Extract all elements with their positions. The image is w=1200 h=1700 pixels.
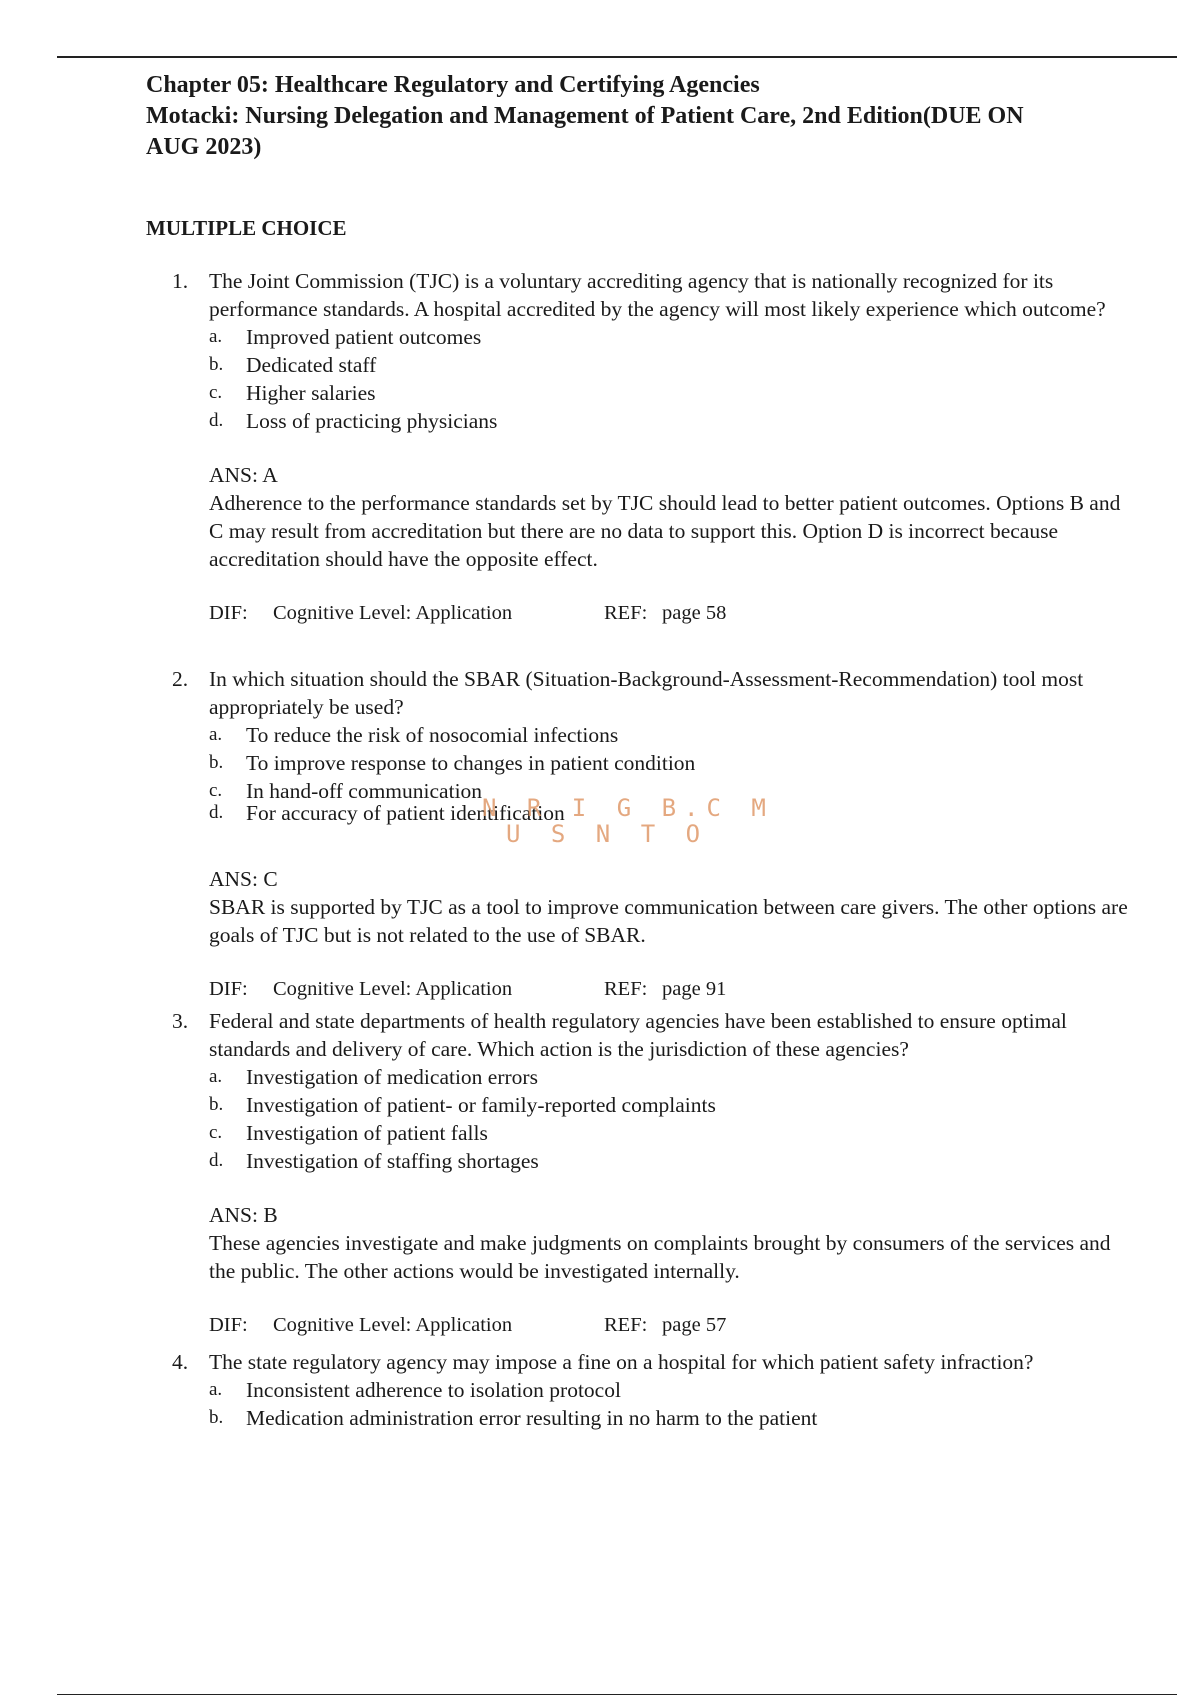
option-b: b. Medication administration error resulting in no harm to the patient	[209, 1406, 818, 1430]
answer-letter: A	[262, 463, 278, 487]
book-title: Motacki: Nursing Delegation and Management of Patient Care, 2nd Edition(DUE ON	[146, 103, 1024, 129]
question-stem: In which situation should the SBAR (Situation-Background-Assessment-Recommendation) tool most appropriately be used?	[209, 667, 1084, 719]
question-number: 4.	[172, 1350, 189, 1374]
question-number: 1.	[172, 269, 189, 293]
options-list	[209, 323, 1132, 435]
chapter-title: Chapter 05: Healthcare Regulatory and Certifying Agencies	[146, 72, 760, 98]
option-d: d. For accuracy of patient identification	[209, 801, 565, 825]
difficulty: Cognitive Level: Application	[273, 978, 513, 1000]
question-3	[172, 1007, 1132, 1339]
option-b: b. Dedicated staff	[209, 353, 377, 377]
option-a: a. Inconsistent adherence to isolation protocol	[209, 1378, 621, 1402]
question-stem: The state regulatory agency may impose a fine on a hospital for which patient safety infraction?	[209, 1350, 1034, 1374]
option-a: a. Improved patient outcomes	[209, 325, 482, 349]
option-b: b. Investigation of patient- or family-reported complaints	[209, 1093, 716, 1117]
bottom-rule	[57, 1694, 1177, 1695]
reference: page 58	[662, 602, 727, 624]
options-list	[209, 1376, 1132, 1432]
difficulty: Cognitive Level: Application	[273, 1314, 513, 1336]
option-b: b. To improve response to changes in patient condition	[209, 751, 696, 775]
chapter-header	[146, 70, 1126, 163]
book-title-cont: AUG 2023)	[146, 134, 262, 160]
option-a: a. To reduce the risk of nosocomial infections	[209, 723, 619, 747]
question-1	[172, 267, 1132, 627]
options-list	[209, 1063, 1132, 1175]
question-4	[172, 1348, 1132, 1432]
section-title: MULTIPLE CHOICE	[146, 216, 347, 240]
option-c: c. Higher salaries	[209, 381, 376, 405]
rationale: Adherence to the performance standards set by TJC should lead to better patient outcomes. Options B and C may result from accreditation but there are no data to support this. Option D is incorrect because accreditation should have the opposite effect.	[209, 491, 1121, 571]
option-a: a. Investigation of medication errors	[209, 1065, 538, 1089]
answer: ANS: C	[209, 867, 278, 891]
option-d: d. Loss of practicing physicians	[209, 409, 498, 433]
answer: ANS: A	[209, 463, 278, 487]
watermark-line-1: N R I G B.C M	[482, 794, 774, 822]
question-stem: The Joint Commission (TJC) is a voluntary accrediting agency that is nationally recognized for its performance standards. A hospital accredited by the agency will most likely experience which outcome?	[209, 269, 1106, 321]
reference: page 57	[662, 1314, 727, 1336]
top-rule	[57, 56, 1177, 58]
difficulty: Cognitive Level: Application	[273, 602, 513, 624]
question-meta: DIF: Cognitive Level: Application REF: page 57	[209, 1311, 1132, 1339]
option-c: c. In hand-off communication	[209, 779, 483, 803]
answer: ANS: B	[209, 1203, 278, 1227]
answer-letter: B	[263, 1203, 278, 1227]
option-c: c. Investigation of patient falls	[209, 1121, 488, 1145]
rationale: SBAR is supported by TJC as a tool to improve communication between care givers. The other options are goals of TJC but is not related to the use of SBAR.	[209, 895, 1128, 947]
answer-letter: C	[263, 867, 278, 891]
question-meta: DIF: Cognitive Level: Application REF: page 91	[209, 975, 1132, 1003]
question-stem: Federal and state departments of health regulatory agencies have been established to ensure optimal standards and delivery of care. Which action is the jurisdiction of these agencies?	[209, 1009, 1067, 1061]
rationale: These agencies investigate and make judgments on complaints brought by consumers of the services and the public. The other actions would be investigated internally.	[209, 1231, 1111, 1283]
reference: page 91	[662, 978, 727, 1000]
watermark	[482, 795, 774, 847]
question-number: 2.	[172, 667, 189, 691]
option-d: d. Investigation of staffing shortages	[209, 1149, 539, 1173]
watermark-line-2: U S N T O	[506, 820, 709, 848]
question-meta: DIF: Cognitive Level: Application REF: page 58	[209, 599, 1132, 627]
question-number: 3.	[172, 1009, 189, 1033]
